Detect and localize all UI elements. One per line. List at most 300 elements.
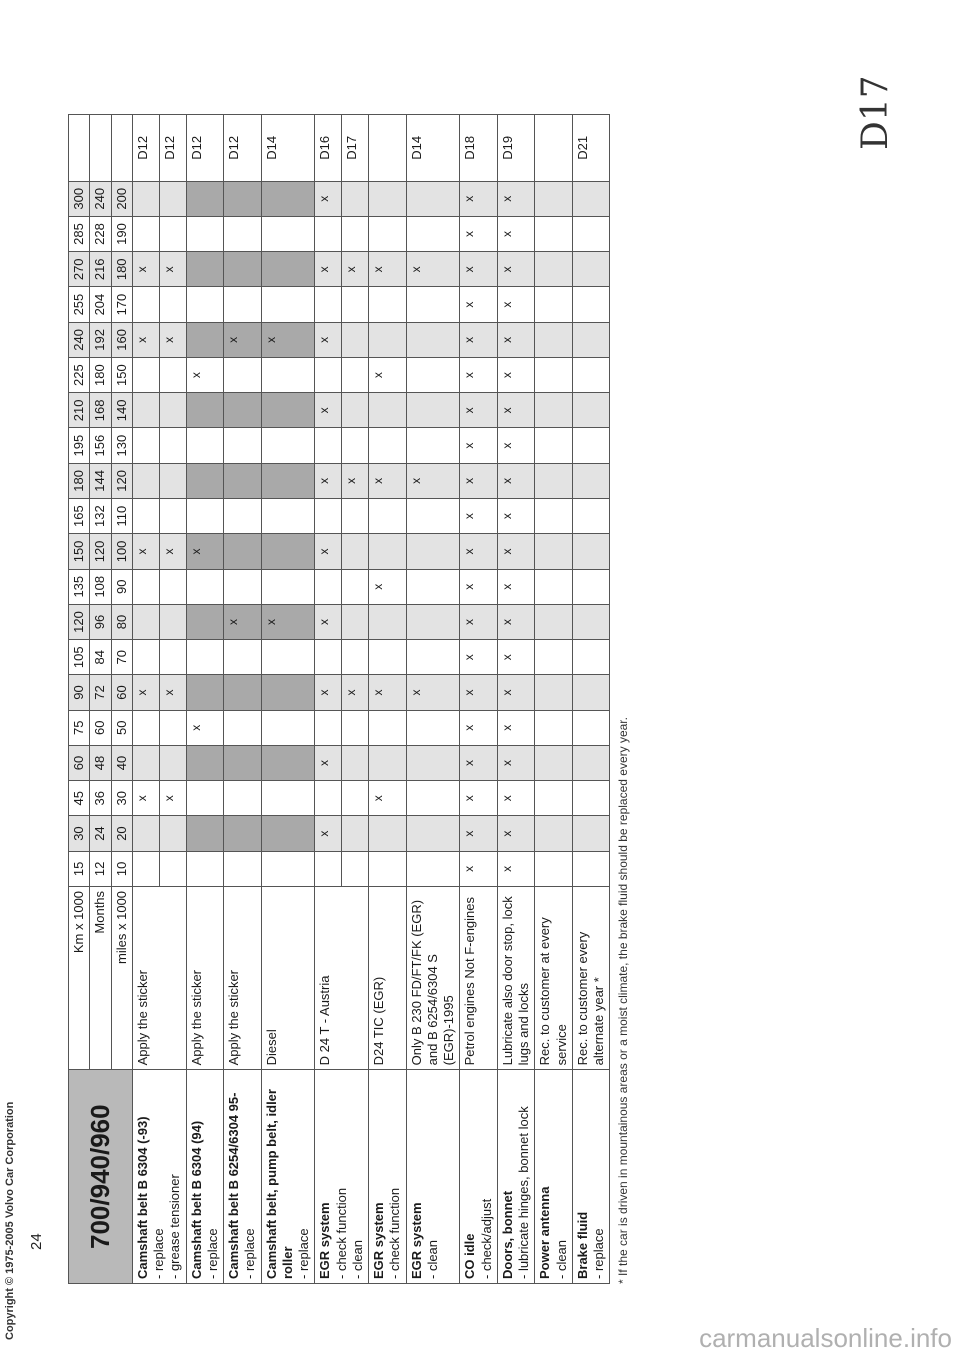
interval-mark: x bbox=[159, 252, 186, 287]
schedule-row bbox=[460, 115, 498, 1284]
interval-months-cell: 156 bbox=[90, 428, 111, 463]
interval-mark bbox=[342, 216, 369, 251]
interval-months-cell: 60 bbox=[90, 710, 111, 745]
interval-km-cell: 210 bbox=[69, 393, 90, 428]
interval-mark bbox=[224, 428, 262, 463]
interval-mark bbox=[369, 816, 407, 851]
interval-mark bbox=[572, 287, 610, 322]
interval-mark: x bbox=[315, 393, 342, 428]
reference-code: D14 bbox=[261, 115, 315, 182]
interval-mark bbox=[406, 428, 460, 463]
interval-mark bbox=[369, 710, 407, 745]
interval-mark: x bbox=[406, 463, 460, 498]
interval-mark bbox=[535, 816, 573, 851]
interval-mark: x bbox=[497, 745, 535, 780]
interval-mark bbox=[535, 216, 573, 251]
header-label-months: Months bbox=[90, 886, 111, 1069]
interval-mark bbox=[132, 287, 159, 322]
interval-mark: x bbox=[224, 322, 262, 357]
interval-mark bbox=[342, 604, 369, 639]
header-ref-cell bbox=[111, 115, 132, 182]
interval-mark bbox=[315, 287, 342, 322]
header-ref-cell bbox=[90, 115, 111, 182]
interval-mark bbox=[572, 604, 610, 639]
interval-miles-cell: 40 bbox=[111, 745, 132, 780]
interval-mark: x bbox=[460, 216, 498, 251]
interval-mark bbox=[186, 675, 224, 710]
interval-mark bbox=[132, 569, 159, 604]
page-number: 24 bbox=[28, 1233, 45, 1250]
interval-mark: x bbox=[132, 322, 159, 357]
header-row-km bbox=[69, 115, 90, 1284]
task-title: Camshaft belt B 6254/6304 95- bbox=[226, 1092, 241, 1279]
interval-mark bbox=[159, 428, 186, 463]
interval-mark bbox=[572, 851, 610, 886]
interval-mark: x bbox=[460, 393, 498, 428]
interval-mark bbox=[342, 569, 369, 604]
interval-mark bbox=[342, 781, 369, 816]
interval-km-cell: 135 bbox=[69, 569, 90, 604]
maintenance-schedule-table bbox=[68, 114, 610, 1284]
interval-months-cell: 204 bbox=[90, 287, 111, 322]
interval-km-cell: 165 bbox=[69, 499, 90, 534]
interval-mark bbox=[369, 851, 407, 886]
interval-mark bbox=[159, 604, 186, 639]
interval-mark bbox=[406, 534, 460, 569]
interval-mark bbox=[342, 357, 369, 392]
interval-mark bbox=[342, 534, 369, 569]
interval-km-cell: 285 bbox=[69, 216, 90, 251]
interval-mark: x bbox=[497, 569, 535, 604]
task-title: Camshaft belt B 6304 (94) bbox=[188, 1120, 204, 1279]
interval-mark bbox=[261, 181, 315, 216]
interval-mark bbox=[535, 604, 573, 639]
reference-code: D18 bbox=[460, 115, 498, 182]
interval-mark: x bbox=[497, 640, 535, 675]
interval-mark bbox=[572, 499, 610, 534]
interval-mark bbox=[224, 534, 262, 569]
interval-mark bbox=[224, 781, 262, 816]
interval-miles-cell: 80 bbox=[111, 604, 132, 639]
interval-mark bbox=[342, 851, 369, 886]
interval-mark bbox=[369, 428, 407, 463]
interval-mark bbox=[535, 675, 573, 710]
interval-mark bbox=[342, 322, 369, 357]
interval-mark bbox=[406, 851, 460, 886]
interval-mark bbox=[406, 816, 460, 851]
interval-km-cell: 270 bbox=[69, 252, 90, 287]
interval-mark: x bbox=[460, 463, 498, 498]
interval-mark bbox=[535, 640, 573, 675]
interval-mark: x bbox=[497, 463, 535, 498]
interval-mark bbox=[369, 745, 407, 780]
interval-mark bbox=[342, 428, 369, 463]
task-action: - replace bbox=[204, 1228, 220, 1279]
interval-mark bbox=[315, 569, 342, 604]
interval-mark bbox=[186, 393, 224, 428]
interval-months-cell: 120 bbox=[90, 534, 111, 569]
interval-mark bbox=[572, 675, 610, 710]
interval-mark bbox=[572, 216, 610, 251]
interval-mark: x bbox=[497, 781, 535, 816]
interval-mark: x bbox=[497, 499, 535, 534]
task-title: Camshaft belt B 6304 (-93) bbox=[134, 1116, 150, 1279]
interval-mark bbox=[406, 569, 460, 604]
interval-miles-cell: 10 bbox=[111, 851, 132, 886]
interval-mark bbox=[186, 569, 224, 604]
interval-mark bbox=[535, 181, 573, 216]
task-action: - replace bbox=[296, 1228, 311, 1279]
interval-mark bbox=[186, 216, 224, 251]
interval-mark: x bbox=[369, 252, 407, 287]
interval-mark: x bbox=[497, 710, 535, 745]
interval-mark bbox=[369, 393, 407, 428]
interval-mark: x bbox=[460, 428, 498, 463]
interval-mark: x bbox=[497, 216, 535, 251]
interval-mark bbox=[132, 393, 159, 428]
schedule-row bbox=[535, 115, 573, 1284]
interval-mark bbox=[535, 393, 573, 428]
interval-mark bbox=[406, 181, 460, 216]
interval-mark bbox=[186, 640, 224, 675]
reference-code: D16 bbox=[315, 115, 342, 182]
task-title: Camshaft belt, pump belt, idler roller bbox=[263, 1089, 295, 1279]
interval-mark bbox=[406, 604, 460, 639]
interval-mark: x bbox=[460, 357, 498, 392]
task-cell bbox=[535, 1070, 573, 1284]
interval-miles-cell: 110 bbox=[111, 499, 132, 534]
interval-mark bbox=[315, 851, 342, 886]
interval-months-cell: 240 bbox=[90, 181, 111, 216]
task-note: Apply the sticker bbox=[186, 886, 224, 1069]
interval-mark bbox=[261, 252, 315, 287]
interval-mark: x bbox=[460, 781, 498, 816]
watermark: carmanualsonline.info bbox=[699, 1323, 952, 1353]
task-note: Rec. to customer at every service bbox=[535, 886, 573, 1069]
interval-mark: x bbox=[497, 287, 535, 322]
schedule-row bbox=[132, 115, 159, 1284]
interval-mark: x bbox=[315, 816, 342, 851]
interval-mark bbox=[159, 499, 186, 534]
interval-mark bbox=[406, 216, 460, 251]
interval-mark: x bbox=[497, 816, 535, 851]
interval-mark bbox=[186, 252, 224, 287]
task-title: Power antenna bbox=[537, 1186, 553, 1279]
interval-mark bbox=[224, 357, 262, 392]
task-title: EGR system bbox=[317, 1202, 333, 1279]
interval-mark bbox=[159, 463, 186, 498]
task-action: - clean bbox=[349, 1239, 365, 1279]
interval-mark bbox=[186, 181, 224, 216]
task-note: Lubricate also door stop, lock lugs and locks bbox=[497, 886, 535, 1069]
task-title: CO idle bbox=[462, 1233, 478, 1279]
schedule-row bbox=[224, 115, 262, 1284]
interval-mark: x bbox=[460, 181, 498, 216]
interval-km-cell: 150 bbox=[69, 534, 90, 569]
interval-months-cell: 12 bbox=[90, 851, 111, 886]
schedule-row bbox=[369, 115, 407, 1284]
interval-months-cell: 216 bbox=[90, 252, 111, 287]
interval-mark: x bbox=[497, 534, 535, 569]
schedule-row bbox=[497, 115, 535, 1284]
interval-mark bbox=[261, 216, 315, 251]
interval-mark bbox=[261, 499, 315, 534]
interval-mark bbox=[572, 428, 610, 463]
interval-miles-cell: 160 bbox=[111, 322, 132, 357]
reference-code: D19 bbox=[497, 115, 535, 182]
interval-mark bbox=[159, 816, 186, 851]
interval-mark bbox=[159, 851, 186, 886]
interval-mark bbox=[132, 745, 159, 780]
interval-mark bbox=[406, 357, 460, 392]
interval-miles-cell: 140 bbox=[111, 393, 132, 428]
interval-mark bbox=[159, 216, 186, 251]
interval-mark: x bbox=[460, 287, 498, 322]
interval-mark: x bbox=[406, 252, 460, 287]
interval-mark bbox=[572, 534, 610, 569]
task-cell bbox=[460, 1070, 498, 1284]
interval-mark bbox=[572, 816, 610, 851]
task-action: - replace bbox=[151, 1228, 166, 1279]
interval-mark bbox=[186, 816, 224, 851]
interval-months-cell: 72 bbox=[90, 675, 111, 710]
interval-km-cell: 255 bbox=[69, 287, 90, 322]
model-title: 700/940/960 bbox=[69, 1070, 133, 1284]
interval-mark bbox=[224, 675, 262, 710]
reference-code bbox=[369, 115, 407, 182]
interval-mark bbox=[186, 287, 224, 322]
task-cell bbox=[261, 1070, 315, 1284]
interval-mark bbox=[406, 499, 460, 534]
interval-mark bbox=[406, 745, 460, 780]
interval-mark bbox=[261, 675, 315, 710]
interval-miles-cell: 20 bbox=[111, 816, 132, 851]
interval-mark: x bbox=[460, 252, 498, 287]
interval-mark bbox=[261, 534, 315, 569]
interval-mark bbox=[315, 357, 342, 392]
interval-mark bbox=[535, 710, 573, 745]
task-note: Petrol engines Not F-engines bbox=[460, 886, 498, 1069]
interval-mark bbox=[132, 604, 159, 639]
interval-mark: x bbox=[132, 675, 159, 710]
interval-km-cell: 180 bbox=[69, 463, 90, 498]
interval-mark bbox=[186, 499, 224, 534]
interval-mark bbox=[224, 216, 262, 251]
interval-mark: x bbox=[460, 534, 498, 569]
interval-mark bbox=[315, 781, 342, 816]
interval-mark: x bbox=[460, 675, 498, 710]
interval-mark: x bbox=[159, 534, 186, 569]
interval-mark bbox=[132, 710, 159, 745]
interval-mark bbox=[159, 745, 186, 780]
interval-mark bbox=[315, 216, 342, 251]
interval-mark bbox=[572, 710, 610, 745]
interval-mark bbox=[132, 216, 159, 251]
interval-mark bbox=[186, 604, 224, 639]
interval-mark bbox=[186, 781, 224, 816]
interval-km-cell: 105 bbox=[69, 640, 90, 675]
interval-mark bbox=[535, 534, 573, 569]
interval-mark: x bbox=[460, 710, 498, 745]
interval-mark bbox=[224, 851, 262, 886]
interval-mark: x bbox=[460, 745, 498, 780]
interval-mark: x bbox=[497, 322, 535, 357]
interval-mark: x bbox=[497, 181, 535, 216]
header-ref-cell bbox=[69, 115, 90, 182]
interval-mark bbox=[535, 287, 573, 322]
interval-months-cell: 228 bbox=[90, 216, 111, 251]
interval-mark bbox=[572, 252, 610, 287]
task-title: Doors, bonnet bbox=[499, 1190, 515, 1279]
interval-months-cell: 108 bbox=[90, 569, 111, 604]
task-action: - clean bbox=[424, 1239, 440, 1279]
task-action: - check function bbox=[333, 1187, 349, 1279]
interval-mark bbox=[132, 428, 159, 463]
interval-months-cell: 48 bbox=[90, 745, 111, 780]
interval-mark: x bbox=[315, 463, 342, 498]
interval-mark bbox=[535, 322, 573, 357]
task-action: - check/adjust bbox=[478, 1198, 494, 1279]
interval-mark bbox=[261, 569, 315, 604]
interval-mark bbox=[369, 640, 407, 675]
reference-code: D14 bbox=[406, 115, 460, 182]
interval-km-cell: 240 bbox=[69, 322, 90, 357]
task-title: EGR system bbox=[371, 1202, 386, 1279]
interval-mark: x bbox=[460, 569, 498, 604]
interval-mark bbox=[572, 393, 610, 428]
interval-mark bbox=[342, 640, 369, 675]
interval-mark bbox=[535, 428, 573, 463]
interval-km-cell: 60 bbox=[69, 745, 90, 780]
interval-mark: x bbox=[132, 252, 159, 287]
interval-mark: x bbox=[460, 604, 498, 639]
interval-mark bbox=[224, 181, 262, 216]
interval-mark: x bbox=[369, 675, 407, 710]
task-cell bbox=[406, 1070, 460, 1284]
interval-mark bbox=[406, 781, 460, 816]
interval-miles-cell: 180 bbox=[111, 252, 132, 287]
schedule-row bbox=[186, 115, 224, 1284]
interval-mark: x bbox=[159, 322, 186, 357]
interval-months-cell: 24 bbox=[90, 816, 111, 851]
interval-miles-cell: 30 bbox=[111, 781, 132, 816]
interval-mark bbox=[315, 428, 342, 463]
reference-code: D17 bbox=[342, 115, 369, 182]
interval-mark bbox=[261, 357, 315, 392]
interval-mark: x bbox=[460, 851, 498, 886]
interval-mark bbox=[369, 181, 407, 216]
interval-mark bbox=[535, 745, 573, 780]
interval-mark bbox=[535, 463, 573, 498]
interval-km-cell: 90 bbox=[69, 675, 90, 710]
interval-mark: x bbox=[497, 252, 535, 287]
interval-mark bbox=[572, 640, 610, 675]
interval-miles-cell: 150 bbox=[111, 357, 132, 392]
interval-mark bbox=[535, 357, 573, 392]
interval-km-cell: 300 bbox=[69, 181, 90, 216]
interval-mark bbox=[369, 216, 407, 251]
interval-mark bbox=[342, 816, 369, 851]
interval-mark bbox=[261, 851, 315, 886]
interval-miles-cell: 120 bbox=[111, 463, 132, 498]
interval-mark bbox=[342, 287, 369, 322]
interval-mark bbox=[342, 181, 369, 216]
interval-mark: x bbox=[497, 393, 535, 428]
interval-mark: x bbox=[261, 604, 315, 639]
interval-mark: x bbox=[315, 745, 342, 780]
interval-mark bbox=[261, 463, 315, 498]
interval-mark bbox=[369, 534, 407, 569]
interval-mark: x bbox=[159, 675, 186, 710]
interval-mark bbox=[159, 357, 186, 392]
interval-mark bbox=[224, 640, 262, 675]
interval-mark bbox=[369, 499, 407, 534]
interval-mark: x bbox=[460, 640, 498, 675]
interval-mark bbox=[261, 287, 315, 322]
interval-mark bbox=[261, 745, 315, 780]
interval-months-cell: 144 bbox=[90, 463, 111, 498]
interval-mark bbox=[369, 604, 407, 639]
reference-code: D12 bbox=[224, 115, 262, 182]
task-note: Only B 230 FD/FT/FK (EGR) and B 6254/6304 S (EGR)-1995 bbox=[406, 886, 460, 1069]
task-title: Brake fluid bbox=[574, 1211, 590, 1279]
task-cell bbox=[186, 1070, 224, 1284]
task-note: Apply the sticker bbox=[224, 886, 262, 1069]
interval-mark bbox=[261, 428, 315, 463]
interval-months-cell: 180 bbox=[90, 357, 111, 392]
interval-miles-cell: 190 bbox=[111, 216, 132, 251]
schedule-row bbox=[406, 115, 460, 1284]
interval-mark bbox=[406, 393, 460, 428]
task-note: D 24 T - Austria bbox=[315, 886, 369, 1069]
interval-mark: x bbox=[497, 851, 535, 886]
interval-mark bbox=[572, 322, 610, 357]
interval-mark bbox=[406, 287, 460, 322]
interval-mark bbox=[132, 463, 159, 498]
interval-mark bbox=[186, 745, 224, 780]
task-action: - replace bbox=[591, 1228, 606, 1279]
interval-mark bbox=[315, 499, 342, 534]
task-note: Rec. to customer every alternate year * bbox=[572, 886, 610, 1069]
interval-mark bbox=[535, 851, 573, 886]
interval-mark bbox=[132, 851, 159, 886]
interval-mark bbox=[535, 252, 573, 287]
interval-mark bbox=[224, 745, 262, 780]
interval-mark: x bbox=[497, 604, 535, 639]
interval-mark bbox=[261, 710, 315, 745]
task-cell bbox=[572, 1070, 610, 1284]
interval-mark: x bbox=[315, 604, 342, 639]
interval-mark bbox=[224, 569, 262, 604]
interval-mark: x bbox=[132, 534, 159, 569]
interval-mark bbox=[572, 781, 610, 816]
task-action: - grease tensioner bbox=[167, 1174, 183, 1279]
interval-mark bbox=[261, 393, 315, 428]
interval-months-cell: 96 bbox=[90, 604, 111, 639]
interval-mark: x bbox=[369, 569, 407, 604]
task-cell bbox=[315, 1070, 369, 1284]
task-note: D24 TIC (EGR) bbox=[369, 886, 407, 1069]
interval-mark: x bbox=[186, 534, 224, 569]
task-note: Apply the sticker bbox=[132, 886, 186, 1069]
interval-km-cell: 45 bbox=[69, 781, 90, 816]
interval-miles-cell: 70 bbox=[111, 640, 132, 675]
interval-mark bbox=[159, 181, 186, 216]
reference-code bbox=[535, 115, 573, 182]
interval-mark bbox=[186, 851, 224, 886]
header-label-km: Km x 1000 bbox=[69, 886, 90, 1069]
interval-mark: x bbox=[315, 322, 342, 357]
